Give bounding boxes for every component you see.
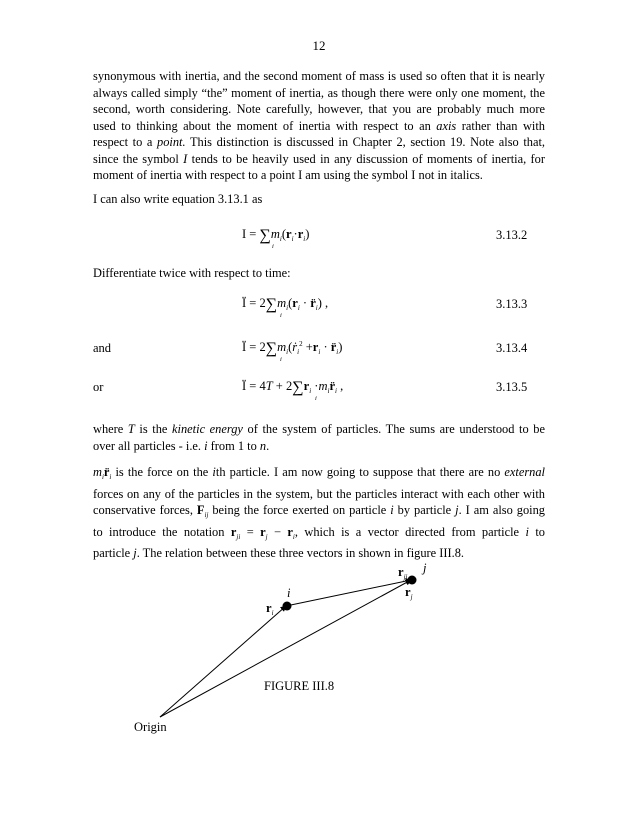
vector-r-i [160, 606, 286, 717]
text-line: respect to a point. This distinction is discussed in Chapter 2, section 19. Note also that, [93, 135, 546, 149]
vector-r-ji [286, 580, 411, 606]
text-line: $m_ir̈_i$ is the force on the ith particle. I am now going to suppose that there are no external [93, 465, 545, 481]
text-line: synonymous with inertia, and the second moment of mass is used so often that it is nearly [93, 69, 545, 83]
equation-3-13-2: I = ∑ i $m_i(r_i\cdot r_i)$ [242, 227, 310, 250]
text-line: used to thinking about the moment of inertia with respect to an axis rather than with [93, 118, 546, 133]
text-line: conservative forces, $F_{ij}$ being the force exerted on particle i by particle j. I am also going [93, 503, 545, 519]
equation-number: 3.13.5 [496, 380, 528, 394]
page-number: 12 [312, 38, 326, 53]
text-line: second, worth considering. Note carefully, however, that you are probably much more [93, 102, 545, 116]
equation-label: and [93, 341, 112, 355]
text-line: since the symbol I tends to be heavily used in any discussion of moments of inertia, for [93, 151, 545, 166]
equation-3-13-5: Ï = 4T + 2∑ i $r_i$ $\cdot m_ir̈_i$ , [242, 379, 344, 402]
equation-number: 3.13.3 [496, 297, 528, 311]
particle-i-label: i [287, 586, 291, 600]
text-line: moment of inertia with respect to a point I am using the symbol I not in italics. [93, 168, 483, 182]
figure-caption: FIGURE III.8 [264, 679, 335, 693]
text-line: particle j. The relation between these three vectors in shown in figure III.8. [93, 546, 465, 560]
text-line: forces on any of the particles in the system, but the particles interact with each other with [93, 486, 545, 501]
text-line: over all particles - i.e. i from 1 to n. [93, 438, 270, 453]
paragraph-equation-intro: I can also write equation 3.13.1 as [93, 192, 263, 206]
origin-label: Origin [134, 720, 167, 734]
equation-3-13-3: Ï = 2∑ i $m_i(r_i$ · $r̈_i$) , [242, 296, 329, 319]
particle-j-label: j [423, 561, 427, 575]
text-line: always called simply “the” moment of inertia, as though there were only one moment, the [93, 85, 545, 100]
equation-number: 3.13.4 [496, 341, 528, 355]
equation-number: 3.13.2 [496, 228, 528, 242]
vector-r-ji-label: $r_{ji}$ [398, 565, 408, 581]
particle-i-dot [283, 602, 292, 611]
vector-r-j [160, 580, 411, 717]
text-line: to introduce the notation $r_{ji} = r_j - r_i$, which is a vector directed from particle i to [93, 524, 545, 541]
vector-r-j-label: $r_j$ [405, 585, 413, 601]
text-line: where T is the kinetic energy of the system of particles. The sums are understood to be [93, 422, 545, 436]
equation-label: or [93, 380, 104, 394]
vector-r-i-label: $r_i$ [266, 601, 274, 617]
particle-j-dot [408, 576, 417, 585]
equation-3-13-4: Ï = 2∑ i $m_i(ṙ_i^2 +r_i$ · $r̈_i$) [242, 340, 343, 363]
paragraph-differentiate: Differentiate twice with respect to time: [93, 266, 291, 280]
